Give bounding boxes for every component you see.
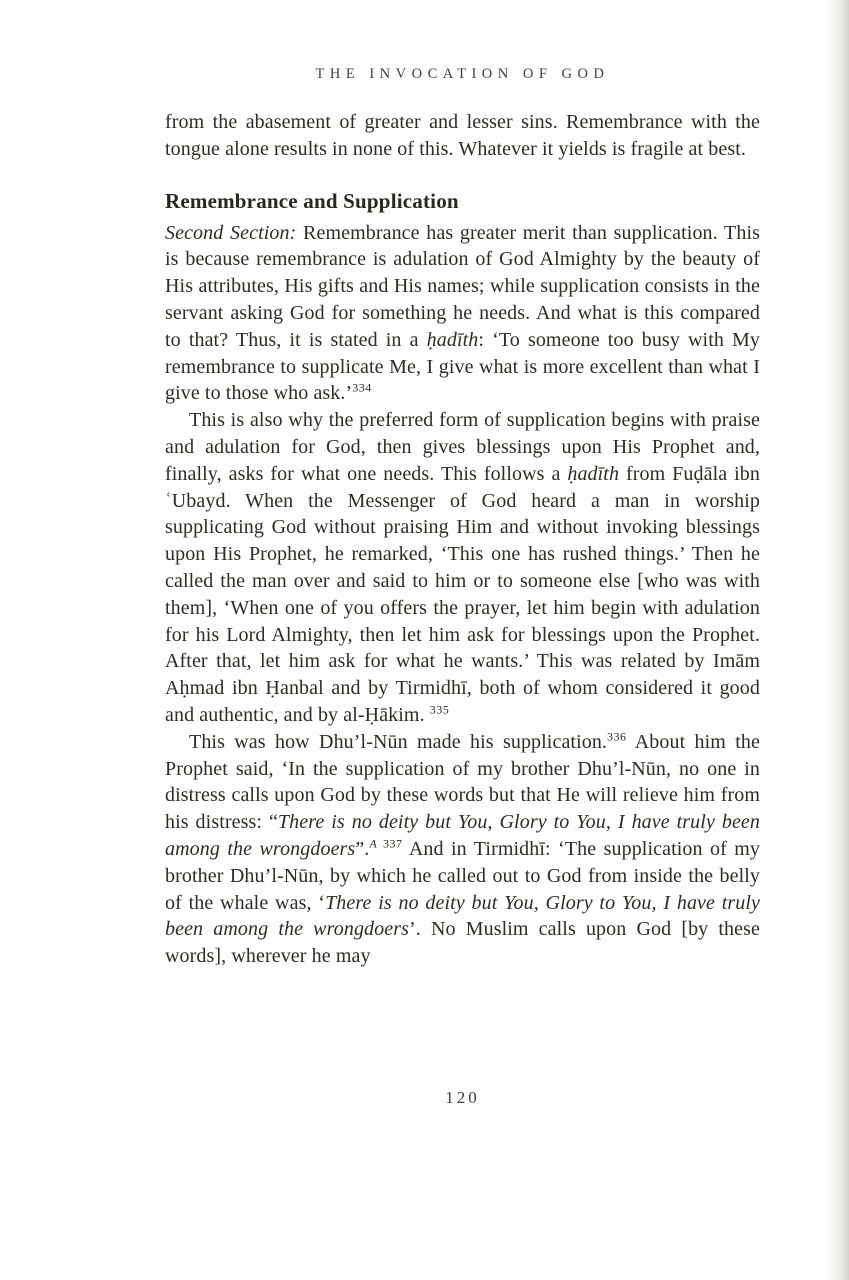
page-content — [165, 66, 760, 970]
page-body — [165, 109, 760, 970]
section-heading: Remembrance and Supplication — [165, 188, 459, 213]
page-edge-shadow — [829, 0, 849, 1280]
running-header: THE INVOCATION OF GOD — [315, 66, 610, 82]
page-number: 120 — [445, 1088, 480, 1107]
opening-continuation-paragraph: from the abasement of greater and lesser sins. Remembrance with the tongue alone results in none of this. Whatever it yields is fragile at best. — [165, 111, 760, 160]
dhul-nun-paragraph: This was how Dhu’l-Nūn made his supplication.$^{336}$ About him the Prophet said, ‘In the supplication of my brother Dhu’l-Nūn, no one in distress calls upon God by these words but that He will relieve him from his distress: “There is no deity but You, Glory to You, I have truly been among the wrongdoers”.$^A$ $^{337}$ And in Tirmidhī: ‘The supplication of my brother Dhu’l-Nūn, by which he called out to God from inside the belly of the whale was, ‘There is no deity but You, Glory to You, I have truly been among the wrongdoers’. No Muslim calls upon God [by these words], wherever he may — [165, 729, 761, 968]
second-section-paragraph: Second Section: Remembrance has greater merit than supplication. This is because remembrance is adulation of God Almighty by the beauty of His attributes, His gifts and His names; while supplication consists in the servant asking God for something he needs. And what is this compared to that? Thus, it is stated in a ḥadīth: ‘To someone too busy with My remembrance to supplicate Me, I give what is more excellent than what I give to those who ask.’$^{334}$ — [165, 221, 761, 405]
preferred-form-paragraph: This is also why the preferred form of supplication begins with praise and adulation for God, then gives blessings upon His Prophet and, finally, asks for what one needs. This follows a ḥadīth from Fuḍāla ibn ʿUbayd. When the Messenger of God heard a man in worship supplicating God without praising Him and without invoking blessings upon His Prophet, he remarked, ‘This one has rushed things.’ Then he called the man over and said to him or to someone else [who was with them], ‘When one of you offers the prayer, let him begin with adulation for his Lord Almighty, then let him ask for blessings upon the Prophet. After that, let him ask for what he wants.’ This was related by Imām Aḥmad ibn Ḥanbal and by Tirmidhī, both of whom considered it good and authentic, and by al-Ḥākim. $^{335}$ — [165, 409, 760, 726]
